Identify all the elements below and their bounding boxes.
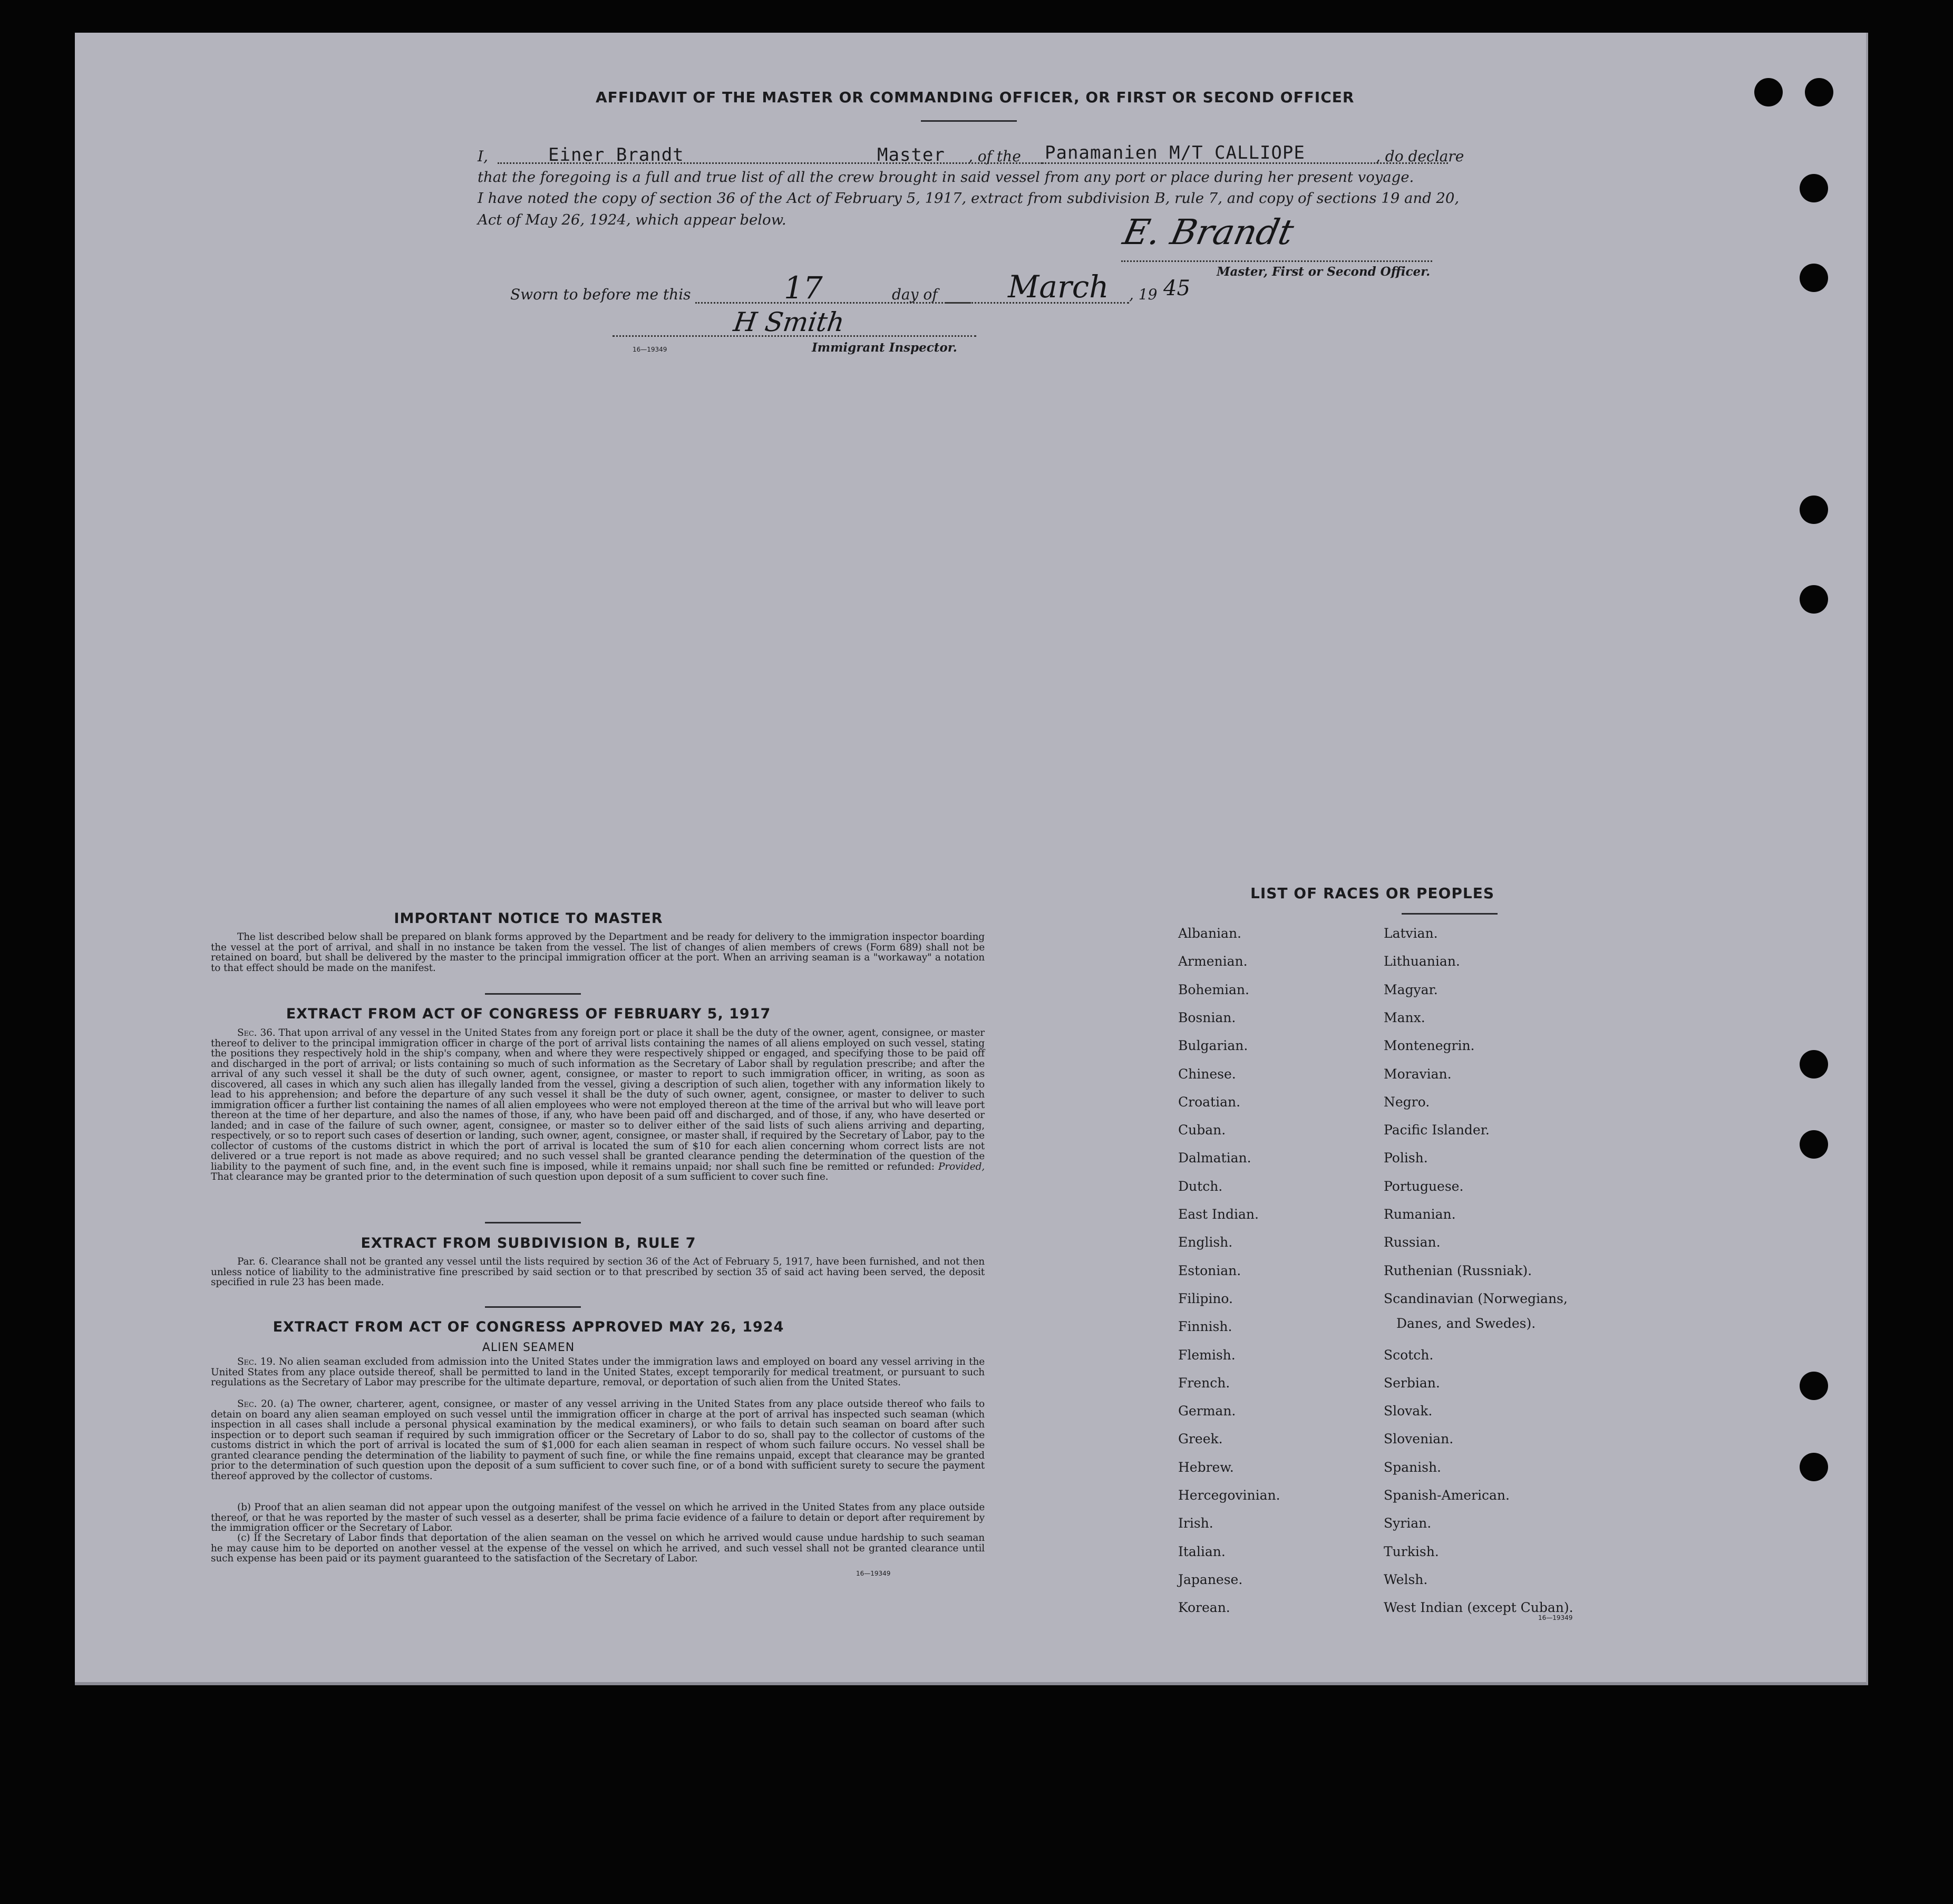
race-item: Montenegrin. (1384, 1038, 1475, 1053)
race-item: Bulgarian. (1178, 1038, 1248, 1053)
race-item: Negro. (1384, 1094, 1430, 1110)
title-divider (921, 120, 1017, 122)
punch-hole (1800, 585, 1828, 614)
of-the-label: , of the (968, 148, 1021, 165)
race-item: Russian. (1384, 1235, 1441, 1250)
race-item: Ruthenian (Russniak). (1384, 1263, 1532, 1278)
punch-hole (1805, 78, 1833, 106)
race-item: Turkish. (1384, 1544, 1439, 1559)
extract-form-code: 16—19349 (856, 1570, 891, 1577)
notice-title: IMPORTANT NOTICE TO MASTER (394, 910, 663, 927)
inspector-caption: Immigrant Inspector. (812, 341, 957, 355)
races-form-code: 16—19349 (1538, 1614, 1573, 1621)
race-item: Italian. (1178, 1544, 1226, 1559)
race-item: Chinese. (1178, 1066, 1236, 1082)
race-item: Welsh. (1384, 1572, 1428, 1587)
race-item: Moravian. (1384, 1066, 1452, 1082)
master-signature: E. Brandt (1119, 212, 1298, 252)
race-item: Scotch. (1384, 1347, 1434, 1363)
race-item: Polish. (1384, 1150, 1428, 1165)
affidavit-line-4: Act of May 26, 1924, which appear below. (478, 211, 786, 228)
race-item: Pacific Islander. (1384, 1122, 1490, 1138)
race-item: Bosnian. (1178, 1010, 1236, 1025)
master-rank: Master (877, 144, 945, 166)
punch-hole (1800, 1130, 1828, 1159)
race-item: Rumanian. (1384, 1207, 1456, 1222)
sworn-month: March (1008, 269, 1109, 305)
sworn-year: 45 (1163, 276, 1190, 300)
affidavit-line-2: that the foregoing is a full and true list of all the crew brought in said vessel from any port or place during her present voyage. (478, 169, 1414, 186)
punch-hole (1800, 1372, 1828, 1400)
race-item: Greek. (1178, 1431, 1223, 1446)
extract-1924-subtitle: ALIEN SEAMEN (482, 1341, 575, 1354)
race-item: Latvian. (1384, 926, 1438, 941)
race-item: Portuguese. (1384, 1179, 1464, 1194)
race-item: Syrian. (1384, 1516, 1432, 1531)
race-item: Korean. (1178, 1600, 1230, 1615)
race-item: Hercegovinian. (1178, 1488, 1280, 1503)
race-item: Bohemian. (1178, 982, 1249, 997)
race-item: Dalmatian. (1178, 1150, 1251, 1165)
races-title: LIST OF RACES OR PEOPLES (1250, 885, 1494, 902)
race-item: Cuban. (1178, 1122, 1226, 1138)
document-page (75, 33, 1868, 1685)
affidavit-title: AFFIDAVIT OF THE MASTER OR COMMANDING OFFICER, OR FIRST OR SECOND OFFICER (596, 89, 1355, 106)
race-item: Hebrew. (1178, 1460, 1234, 1475)
extract-rule7-title: EXTRACT FROM SUBDIVISION B, RULE 7 (361, 1235, 696, 1251)
extract-1917-body: Sec. 36. That upon arrival of any vessel in the United States from any foreign port or place it shall be the duty of the owner, agent, consignee, or master thereof to deliver to the principal immigration officer in charge of the port of arrival lists containing the names of all aliens employed on such vessel, stating the positions they respectively hold in the ship's company, when and where they were respectively shipped or engaged, and specifying those to be paid off and discharged in the port of arrival; or lists containing so much of such information as the Secretary of Labor shall by regulation prescribe; and after the arrival of any such vessel it shall be the duty of such owner, agent, consignee, or master to report to such immigration officer, in writing, as soon as discovered, all cases in which any such alien has illegally landed from the vessel, giving a description of such alien, together with any information likely to lead to his apprehension; and before the departure of any such vessel it shall be the duty of such owner, agent, consignee, or master to deliver to such immigration officer a further list containing the names of all alien employees who were not employed thereon at the time of the arrival but who will leave port thereon at the time of her departure, and also the names of those, if any, who have been paid off and discharged, and of those, if any, who have deserted or landed; and in case of the failure of such owner, agent, consignee, or master so to deliver either of the said lists of such aliens arriving and departing, respectively, or so to report such cases of desertion or landing, such owner, agent, consignee, or master shall, if required by the Secretary of Labor, pay to the collector of customs of the customs district in which the port of arrival is located the sum of $10 for each alien concerning whom correct lists are not delivered or a true report is not made as above required; and no such vessel shall be granted clearance pending the determination of the question of the liability to the payment of such fine, and, in the event such fine is imposed, while it remains unpaid; nor shall such fine be remitted or refunded: Provided, That clearance may be granted prior to the determination of such question upon deposit of a sum sufficient to cover such fine. (211, 1027, 985, 1182)
race-item: French. (1178, 1375, 1230, 1391)
punch-hole (1800, 264, 1828, 292)
extract-1924-sec20a: Sec. 20. (a) The owner, charterer, agent, consignee, or master of any vessel arriving in the United States from any place outside thereof who fails to detain on board any alien seaman employed on such vessel until the immigration officer in charge at the port of arrival has inspected such seaman (which inspection in all cases shall include a personal physical examination by the medical examiners), or who fails to detain such seaman on board after such inspection or to deport such seaman if required by such immigration officer or the Secretary of Labor to do so, shall pay to the collector of customs of the customs district in which the port of arrival is located the sum of $1,000 for each alien seaman in respect of whom such failure occurs. No vessel shall be granted clearance pending the determination of the liability to payment of such fine, or while the fine remains unpaid, except that clearance may be granted prior to the determination of such question upon the deposit of a sum sufficient to cover such fine, or of a bond with sufficient surety to secure the payment thereof approved by the collector of customs. (211, 1398, 985, 1482)
race-scandinavian-continued: Danes, and Swedes). (1396, 1316, 1536, 1331)
races-divider (1402, 913, 1498, 915)
punch-hole (1800, 1453, 1828, 1481)
race-item: Flemish. (1178, 1347, 1236, 1363)
extract-1924-sec20b: (b) Proof that an alien seaman did not appear upon the outgoing manifest of the vessel on which he arrived in the United States from any place outside thereof, or that he was reported by the master of such vessel as a deserter, shall be prima facie evidence of a failure to detain or deport after requirement by the immigration officer or the Secretary of Labor. (211, 1502, 985, 1533)
extract-1924-sec19: Sec. 19. No alien seaman excluded from admission into the United States under the immigration laws and employed on board any vessel arriving in the United States from any place outside thereof, shall be permitted to land in the United States, except temporarily for medical treatment, or pursuant to such regulations as the Secretary of Labor may prescribe for the ultimate departure, removal, or deportation of such alien from the United States. (211, 1356, 985, 1388)
punch-hole (1800, 1050, 1828, 1079)
punch-hole (1754, 78, 1783, 106)
race-item: Irish. (1178, 1516, 1213, 1531)
signature-caption: Master, First or Second Officer. (1217, 265, 1431, 279)
race-item: Serbian. (1384, 1375, 1440, 1391)
race-item: Albanian. (1178, 926, 1242, 941)
race-item: Armenian. (1178, 954, 1248, 969)
race-item: Filipino. (1178, 1291, 1233, 1306)
race-item: Dutch. (1178, 1179, 1223, 1194)
inspector-signature: H Smith (731, 307, 847, 337)
day-of-label: day of (892, 286, 938, 303)
punch-hole (1800, 496, 1828, 524)
affidavit-form-code: 16—19349 (633, 346, 667, 353)
race-item: Estonian. (1178, 1263, 1241, 1278)
race-item: German. (1178, 1403, 1236, 1419)
extract-1924-title: EXTRACT FROM ACT OF CONGRESS APPROVED MAY 26, 1924 (273, 1319, 784, 1335)
notice-body: The list described below shall be prepared on blank forms approved by the Department and be ready for delivery to the immigration inspector boarding the vessel at the port of arrival, and shall in no instance be taken from the vessel. The list of changes of alien members of crews (Form 689) shall not be retained on board, but shall be delivered by the master to the principal immigration officer at the port. When an arriving seaman is a "workaway" a notation to that effect should be made on the manifest. (211, 931, 985, 974)
do-declare-label: , do declare (1376, 148, 1464, 165)
race-item: Slovak. (1384, 1403, 1433, 1419)
race-item: Croatian. (1178, 1094, 1241, 1110)
race-item: English. (1178, 1235, 1233, 1250)
race-item: East Indian. (1178, 1207, 1259, 1222)
sworn-day: 17 (784, 270, 823, 306)
punch-hole (1800, 174, 1828, 202)
race-item: Manx. (1384, 1010, 1425, 1025)
notice-divider (485, 993, 581, 995)
race-item: Magyar. (1384, 982, 1438, 997)
race-item: West Indian (except Cuban). (1384, 1600, 1573, 1615)
race-item: Japanese. (1178, 1572, 1243, 1587)
race-item: Spanish-American. (1384, 1488, 1510, 1503)
affidavit-i: I, (478, 148, 488, 165)
master-name: Einer Brandt (548, 144, 684, 166)
extract-1917-title: EXTRACT FROM ACT OF CONGRESS OF FEBRUARY 5, 1917 (286, 1006, 771, 1022)
extract-1917-divider (485, 1222, 581, 1223)
signature-line (1121, 260, 1432, 262)
extract-rule7-divider (485, 1306, 581, 1308)
vessel-name: Panamanien M/T CALLIOPE (1045, 142, 1305, 163)
race-item: Lithuanian. (1384, 954, 1460, 969)
extract-rule7-body: Par. 6. Clearance shall not be granted any vessel until the lists required by section 36 of the Act of February 5, 1917, have been furnished, and not then unless notice of liability to the administrative fine prescribed by said section or to that prescribed by section 35 of said act having been served, the deposit specified in rule 23 has been made. (211, 1256, 985, 1288)
inspector-line (613, 335, 976, 337)
sworn-label: Sworn to before me this (510, 286, 691, 303)
year-prefix: , 19 (1129, 286, 1158, 303)
race-item: Scandinavian (Norwegians, (1384, 1291, 1568, 1306)
race-item: Spanish. (1384, 1460, 1442, 1475)
affidavit-line-3: I have noted the copy of section 36 of the Act of February 5, 1917, extract from subdivision B, rule 7, and copy of sections 19 and 20, (478, 190, 1460, 207)
race-item: Finnish. (1178, 1319, 1232, 1334)
race-item: Slovenian. (1384, 1431, 1454, 1446)
extract-1924-sec20c: (c) If the Secretary of Labor finds that deportation of the alien seaman on the vessel on which he arrived would cause undue hardship to such seaman he may cause him to be deported on another vessel at the expense of the vessel on which he arrived, and such vessel shall not be granted clearance until such expense has been paid or its payment guaranteed to the satisfaction of the Secretary of Labor. (211, 1532, 985, 1564)
